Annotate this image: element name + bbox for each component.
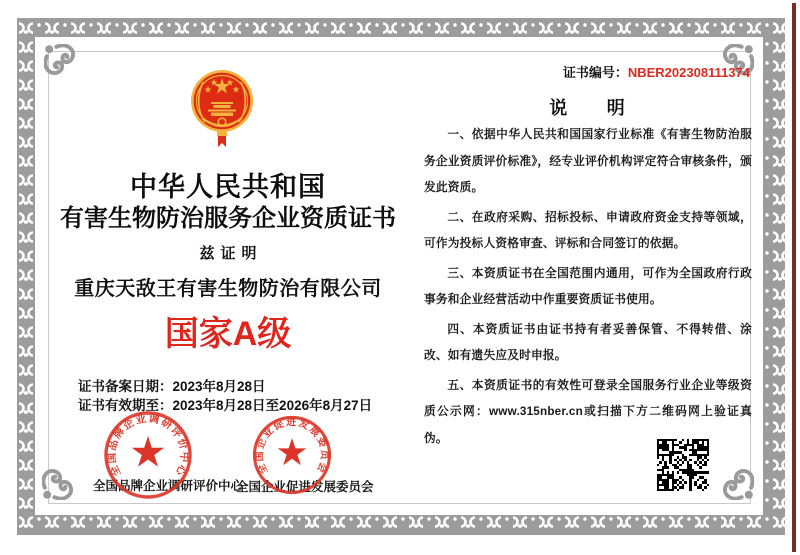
seal-stamp bbox=[101, 408, 195, 502]
valid-period-value: 2023年8月28日至2026年8月27日 bbox=[172, 398, 373, 413]
qr-code-grid bbox=[657, 439, 709, 491]
note-paragraph: 五、本资质证书的有效性可登录全国服务行业企业等级资质公示网：www.315nber.cn或扫描下方二维码网上验证真伪。 bbox=[424, 378, 752, 445]
certificate-number-value: NBER202308111374 bbox=[627, 65, 750, 80]
certify-text: 兹证明 bbox=[199, 245, 263, 262]
seal-label: 全国企业促进发展委员会 bbox=[236, 480, 374, 494]
seal-stamp bbox=[250, 413, 334, 497]
corner-ornament-icon bbox=[42, 462, 80, 500]
red-star-icon bbox=[132, 436, 164, 467]
country-title: 中华人民共和国 bbox=[130, 172, 326, 202]
qr-code bbox=[654, 436, 712, 494]
note-paragraph: 三、本资质证书在全国范围内通用，可作为全国政府行政事务和企业经营活动中作重要资质证书使用。 bbox=[424, 266, 752, 306]
note-paragraph: 一、依据中华人民共和国国家行业标准《有害生物防治服务企业资质评价标准》，经专业评价机构评定符合审核条件，颁发此资质。 bbox=[424, 128, 752, 194]
certificate-title: 有害生物防治服务企业资质证书 bbox=[60, 205, 396, 232]
record-date-value: 2023年8月28日 bbox=[172, 379, 266, 394]
seal-label: 全国品牌企业调研评价中心 bbox=[93, 479, 244, 493]
certificate-number-label: 证书编号： bbox=[562, 65, 628, 80]
corner-ornament-icon bbox=[716, 462, 754, 500]
record-date-line bbox=[78, 375, 266, 395]
national-emblem-icon bbox=[189, 61, 255, 151]
red-star-icon bbox=[278, 438, 307, 465]
note-paragraph: 四、本资质证书由证书持有者妥善保管、不得转借、涂改、如有遗失应及时申报。 bbox=[424, 322, 752, 362]
seal-ring-text: 全国企业促进发展委员会 bbox=[254, 417, 330, 476]
company-name: 重庆天敌王有害生物防治有限公司 bbox=[74, 278, 382, 300]
corner-ornament-icon bbox=[44, 44, 82, 82]
notes-body bbox=[424, 122, 752, 455]
notes-heading: 说明 bbox=[549, 98, 665, 118]
grade-text: 国家A级 bbox=[164, 315, 292, 353]
valid-period-label: 证书有效期至： bbox=[78, 398, 173, 413]
scan-edge-line bbox=[792, 3, 796, 552]
note-paragraph: 二、在政府采购、招标投标、申请政府资金支持等领域，可作为投标人资格审查、评标和合同签订的依据。 bbox=[424, 210, 752, 250]
record-date-label: 证书备案日期： bbox=[78, 379, 173, 394]
seal-ring-text: 全国品牌企业调研评价中心 bbox=[105, 412, 191, 479]
certificate-number-line bbox=[424, 62, 750, 81]
